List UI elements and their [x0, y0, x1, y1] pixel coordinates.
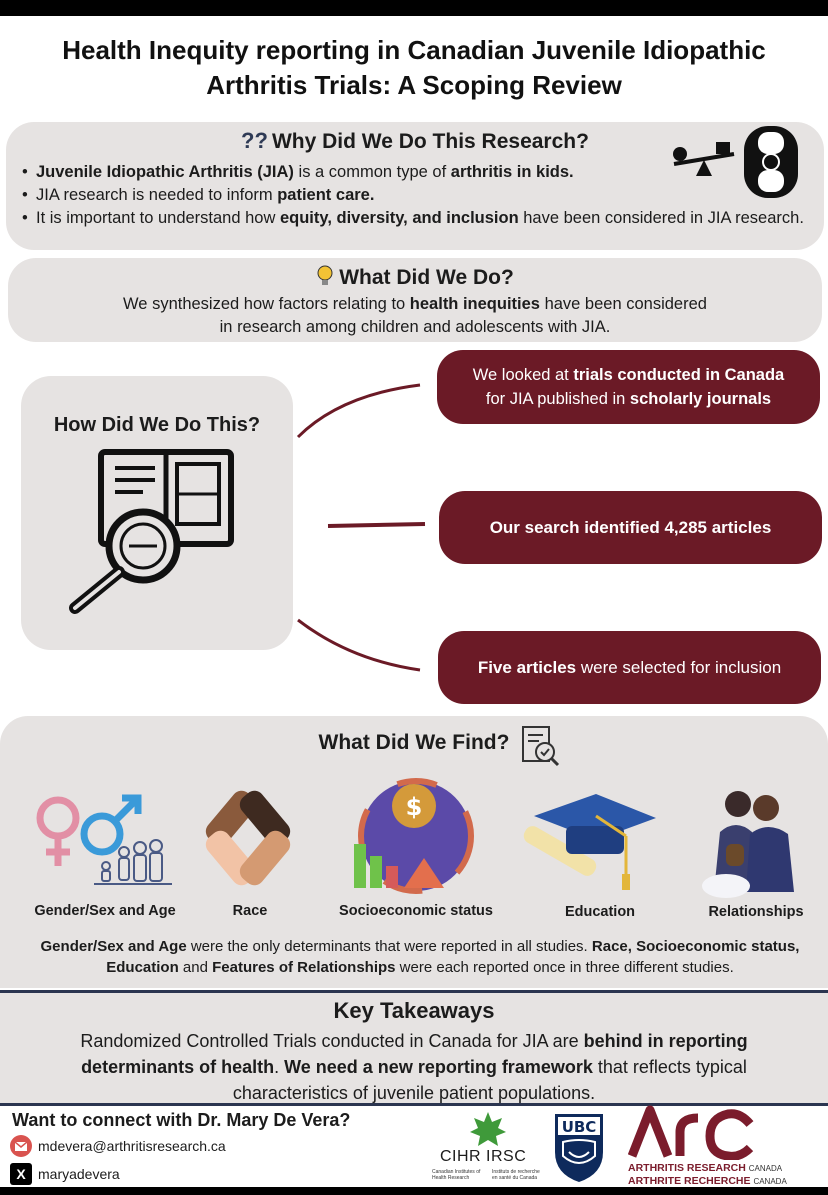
label-socioeconomic: Socioeconomic status	[339, 903, 493, 919]
step-search-box: Our search identified 4,285 articles	[439, 491, 822, 564]
lightbulb-icon	[316, 265, 334, 287]
key-takeaways-section	[0, 993, 828, 1103]
x-handle-text: maryadevera	[38, 1166, 120, 1182]
what-did-we-do-section	[8, 258, 822, 342]
do-heading: What Did We Do?	[8, 265, 822, 291]
label-race: Race	[232, 903, 268, 919]
x-account-link[interactable]	[10, 1163, 120, 1185]
poster-title: Health Inequity reporting in Canadian Juvenile Idiopathic Arthritis Trials: A Scoping Review	[62, 35, 766, 100]
why-bullet-1: • Juvenile Idiopathic Arthritis (JIA) is a common type of arthritis in kids.	[22, 161, 812, 184]
how-section	[21, 376, 293, 650]
arc-logo	[628, 1104, 787, 1187]
label-gender-age: Gender/Sex and Age	[34, 903, 176, 919]
x-logo-icon: X	[10, 1163, 32, 1185]
question-marks-icon: ??	[241, 128, 268, 153]
why-section	[6, 122, 824, 250]
knee-joint-icon	[742, 124, 800, 200]
checklist-document-icon	[519, 724, 561, 768]
education-cap-icon	[514, 776, 664, 901]
connect-heading: Want to connect with Dr. Mary De Vera?	[12, 1110, 351, 1130]
label-education: Education	[564, 904, 636, 920]
document-magnifier-icon	[63, 446, 253, 616]
flow-connectors	[290, 375, 430, 675]
relationships-icon	[696, 782, 806, 902]
email-text: mdevera@arthritisresearch.ca	[38, 1138, 226, 1154]
race-hands-icon	[188, 778, 308, 898]
cihr-english: Canadian Institutes of Health Research	[432, 1169, 481, 1181]
gender-age-icon	[30, 786, 180, 896]
arc-wordmark-icon	[628, 1104, 758, 1160]
email-link[interactable]	[10, 1135, 226, 1157]
how-heading: How Did We Do This?	[53, 414, 261, 436]
svg-text:$: $	[405, 793, 423, 821]
seesaw-icon	[670, 140, 738, 182]
ubc-text: UBC	[561, 1118, 597, 1136]
step-selected-box: Five articles were selected for inclusion	[438, 631, 821, 704]
bottom-bar	[0, 1187, 828, 1195]
what-did-we-find-section	[0, 716, 828, 988]
arc-french: ARTHRITE RECHERCHE CANADA	[628, 1175, 787, 1187]
label-relationships: Relationships	[708, 904, 804, 920]
socioeconomic-icon	[346, 776, 476, 901]
step-trials-box: We looked at trials conducted in Canada for JIA published in scholarly journals	[437, 350, 820, 424]
cihr-leaf-icon	[468, 1110, 508, 1148]
key-heading: Key Takeaways	[333, 998, 495, 1023]
top-bar	[0, 0, 828, 16]
cihr-name: CIHR IRSC	[440, 1148, 527, 1165]
mail-icon	[10, 1135, 32, 1157]
ubc-crest-logo	[553, 1112, 605, 1184]
find-summary: Gender/Sex and Age were the only determinants that were reported in all studies. Race, Socioeconomic status, Education and Features of Relationships were each reported once in three different studies.	[40, 938, 800, 976]
find-heading: What Did We Find?	[318, 731, 510, 754]
arc-english: ARTHRITIS RESEARCH CANADA	[628, 1162, 783, 1174]
why-bullet-3: • It is important to understand how equity, diversity, and inclusion have been considered in JIA research.	[22, 207, 812, 230]
why-heading: ?? Why Did We Do This Research?	[241, 128, 589, 153]
why-bullet-2: • JIA research is needed to inform patient care.	[22, 184, 812, 207]
key-text: Randomized Controlled Trials conducted in Canada for JIA are behind in reporting determinants of health. We need a new reporting framework that reflects typical characteristics of juvenile patient populations.	[80, 1031, 748, 1103]
cihr-french: Instituts de recherche en santé du Canada	[492, 1169, 540, 1181]
cihr-logo	[430, 1110, 545, 1186]
do-text: We synthesized how factors relating to health inequities have been considered in research among children and adolescents with JIA.	[123, 295, 707, 336]
